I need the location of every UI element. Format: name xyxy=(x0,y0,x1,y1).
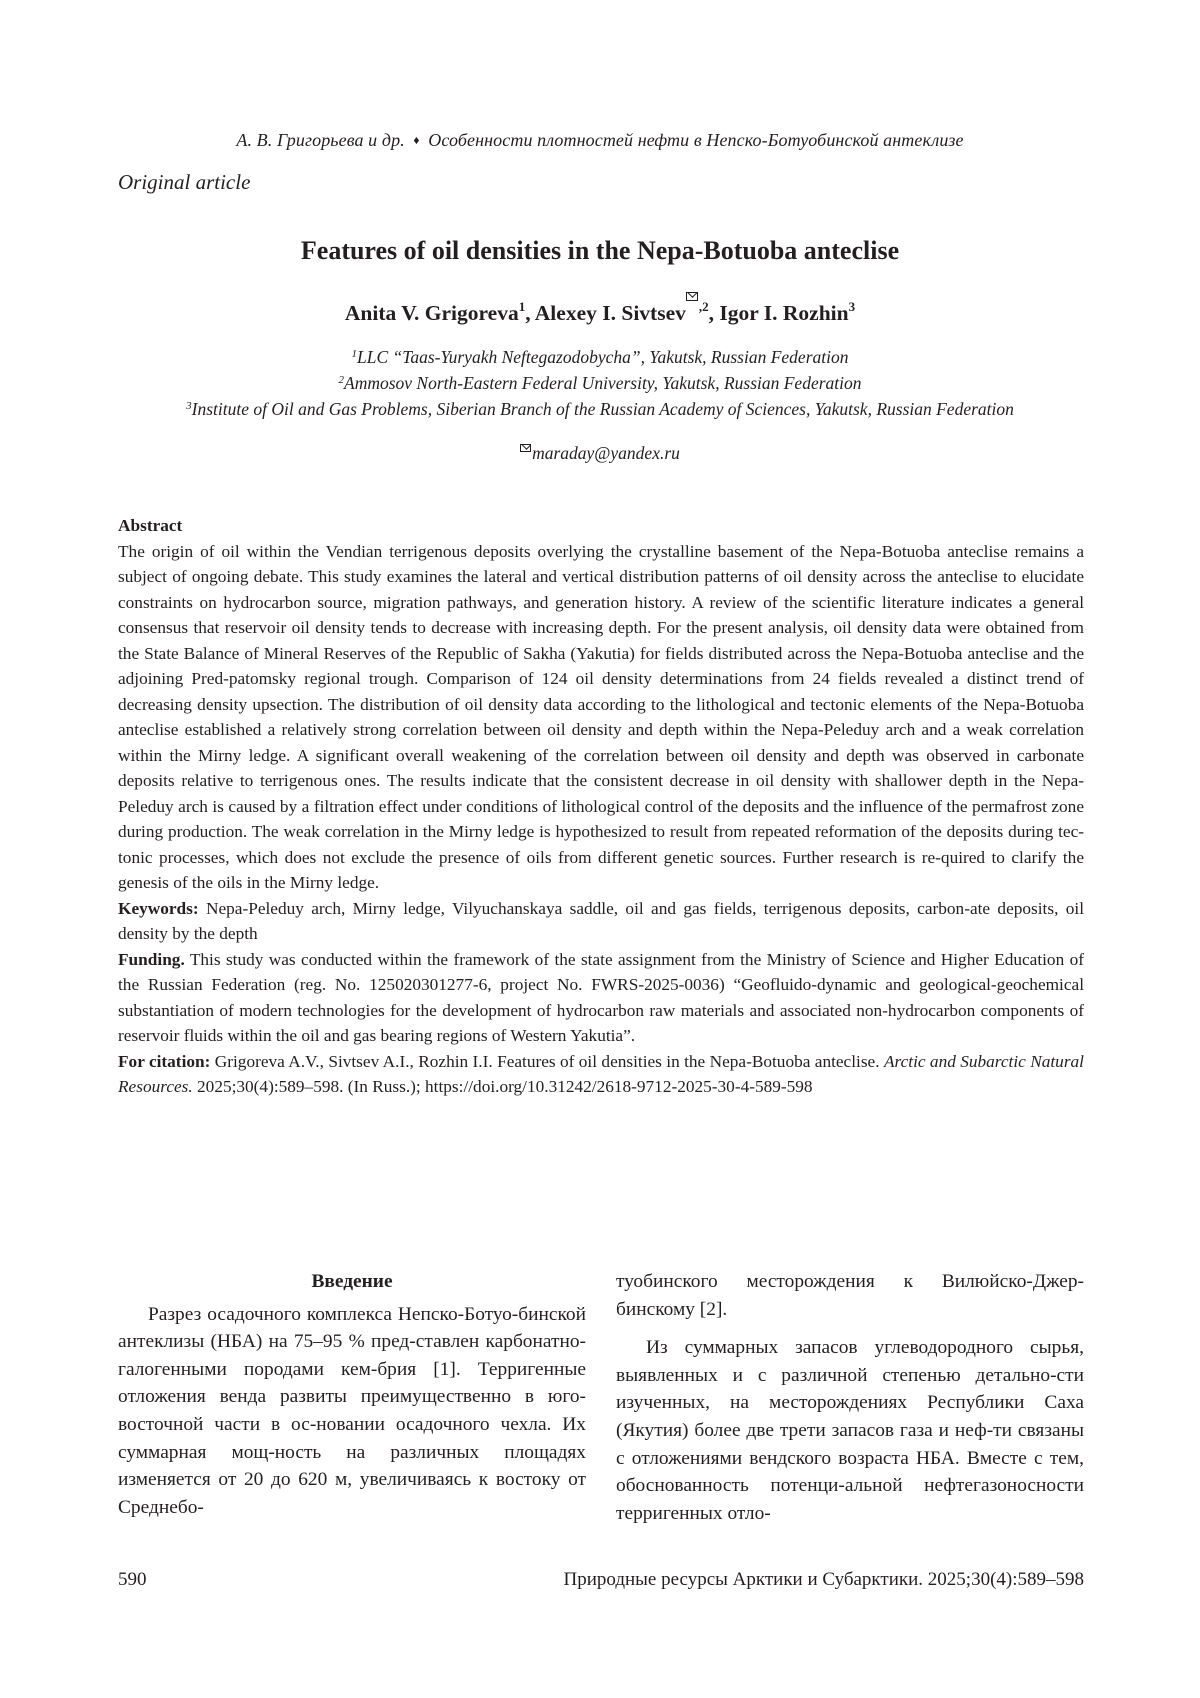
affiliation-text: Institute of Oil and Gas Problems, Siberian Branch of the Russian Academy of Sciences, Yakutsk, Russian Federation xyxy=(191,399,1014,419)
affiliation xyxy=(0,347,1200,368)
body-paragraph: туобинского месторождения к Вилюйско-Джер-бинскому [2]. xyxy=(616,1271,1084,1320)
affiliation-sup: 1 xyxy=(351,348,357,360)
body-paragraph: Разрез осадочного комплекса Непско-Ботуо-бинской антеклизы (НБА) на 75–95 % пред-ставлен карбонатно-галогенными породами кем-брия [1]. Терригенные отложения венда развиты преимущественно в юго-восточной части в ос-новании осадочного чехла. Их суммарная мощ-ность на различных площадях изменяется от 20 до 620 м, увеличиваясь к востоку от Среднебо- xyxy=(118,1303,586,1518)
running-head-title: Особенности плотностей нефти в Непско-Ботуобинской антеклизе xyxy=(428,130,964,150)
envelope-icon xyxy=(686,292,698,301)
keywords-label: Keywords: xyxy=(118,898,199,918)
citation-label: For citation: xyxy=(118,1051,211,1071)
diamond-icon: ♦ xyxy=(413,133,420,147)
affiliation xyxy=(0,399,1200,420)
article-type: Original article xyxy=(118,170,251,194)
section-heading: Введение xyxy=(311,1271,393,1292)
abstract-text: The origin of oil within the Vendian terrigenous deposits overlying the crystalline basement of the Nepa-Botuoba anteclise remains a subject of ongoing debate. This study examines the lateral and vertical distribution patterns of oil density across the anteclise to elucidate constraints on hydrocarbon source, migration pathways, and generation history. A review of the scientific literature indicates a general consensus that reservoir oil density tends to decrease with increasing depth. For the present analysis, oil density data were obtained from the State Balance of Mineral Reserves of the Republic of Sakha (Yakutia) for fields distributed across the Nepa-Botuoba anteclise and the adjoining Pred-patomsky regional trough. Comparison of 124 oil density determinations from 24 fields revealed a distinct trend of decreasing density upsection. The distribution of oil density data according to the lithological and tectonic elements of the Nepa-Botuoba anteclise established a relatively strong correlation between oil density and depth within the Nepa-Peleduy arch and a weak correlation within the Mirny ledge. A significant overall weakening of the correlation between oil density and depth was observed in carbonate deposits relative to terrigenous ones. The results indicate that the consistent decrease in oil density with shallower depth in the Nepa-Peleduy arch is caused by a filtration effect under conditions of lithological control of the deposits and the influence of the permafrost zone during production. The weak correlation in the Mirny ledge is hypothesized to result from repeated reformation of the deposits during tec-tonic processes, which does not exclude the presence of oils from different genetic sources. Further research is re-quired to clarify the genesis of the oils in the Mirny ledge. xyxy=(118,541,1084,892)
author-name: Alexey I. Sivtsev xyxy=(534,301,686,325)
keywords-text: Nepa-Peleduy arch, Mirny ledge, Vilyuchanskaya saddle, oil and gas fields, terrigenous deposits, carbon-ate deposits, oil density by the depth xyxy=(118,898,1084,943)
affiliation-sup: 3 xyxy=(186,400,192,412)
article-title: Features of oil densities in the Nepa-Botuoba anteclise xyxy=(300,236,900,265)
email-link[interactable]: maraday@yandex.ru xyxy=(532,443,680,463)
author-affiliation-sup: 1 xyxy=(518,299,526,314)
body-paragraph: Из суммарных запасов углеводородного сырья, выявленных и с различной степенью детально-сти изученных, на месторождениях Республики Саха (Якутия) более две трети запасов газа и неф-ти связаны с отложениями вендского возраста НБА. Вместе с тем, обоснованность потенци-альной нефтегазоносности терригенных отло- xyxy=(616,1337,1084,1524)
author-separator: , xyxy=(708,301,720,325)
running-head xyxy=(0,130,1200,151)
corresponding-email xyxy=(0,443,1200,464)
author-list xyxy=(0,292,1200,326)
funding-text: This study was conducted within the framework of the state assignment from the Ministry of Science and Higher Education of the Russian Federation (reg. No. 125020301277-6, project No. FWRS-2025-0036) “Geofluido-dynamic and geological-geochemical substantiation of modern technologies for the development of hydrocarbon raw materials and associated non-hydrocarbon components of reservoir fluids within the oil and gas bearing regions of Western Yakutia”. xyxy=(118,949,1084,1045)
affiliation xyxy=(0,373,1200,394)
keywords xyxy=(118,896,1084,947)
author-affiliation-sup: ,2 xyxy=(698,299,709,314)
affiliation-text: LLC “Taas-Yuryakh Neftegazodobycha”, Yakutsk, Russian Federation xyxy=(356,347,849,367)
author-separator: , xyxy=(525,301,535,325)
footer-journal: Природные ресурсы Арктики и Субарктики. 2025;30(4):589–598 xyxy=(563,1569,1084,1590)
citation-details[interactable]: 2025;30(4):589–598. (In Russ.); https://doi.org/10.31242/2618-9712-2025-30-4-589-598 xyxy=(197,1077,813,1096)
abstract-heading: Abstract xyxy=(118,516,183,535)
running-head-authors: А. В. Григорьева и др. xyxy=(236,130,405,150)
citation xyxy=(118,1049,1084,1100)
body-column-left xyxy=(118,1268,586,1521)
funding-label: Funding. xyxy=(118,949,185,969)
page-number: 590 xyxy=(118,1569,147,1590)
affiliation-text: Ammosov North-Eastern Federal University, Yakutsk, Russian Federation xyxy=(344,373,862,393)
funding xyxy=(118,947,1084,1049)
author-name: Anita V. Grigoreva xyxy=(344,301,519,325)
abstract-block xyxy=(118,513,1084,1100)
author-name: Igor I. Rozhin xyxy=(719,301,849,325)
author-affiliation-sup: 3 xyxy=(848,299,856,314)
citation-journal: Arctic and Subarctic Natural Resources. xyxy=(118,1051,1084,1096)
affiliation-sup: 2 xyxy=(338,374,344,386)
envelope-icon xyxy=(520,444,531,452)
body-column-right xyxy=(616,1268,1084,1527)
citation-text: Grigoreva A.V., Sivtsev A.I., Rozhin I.I. Features of oil densities in the Nepa-Botuoba anteclise. xyxy=(214,1051,880,1071)
